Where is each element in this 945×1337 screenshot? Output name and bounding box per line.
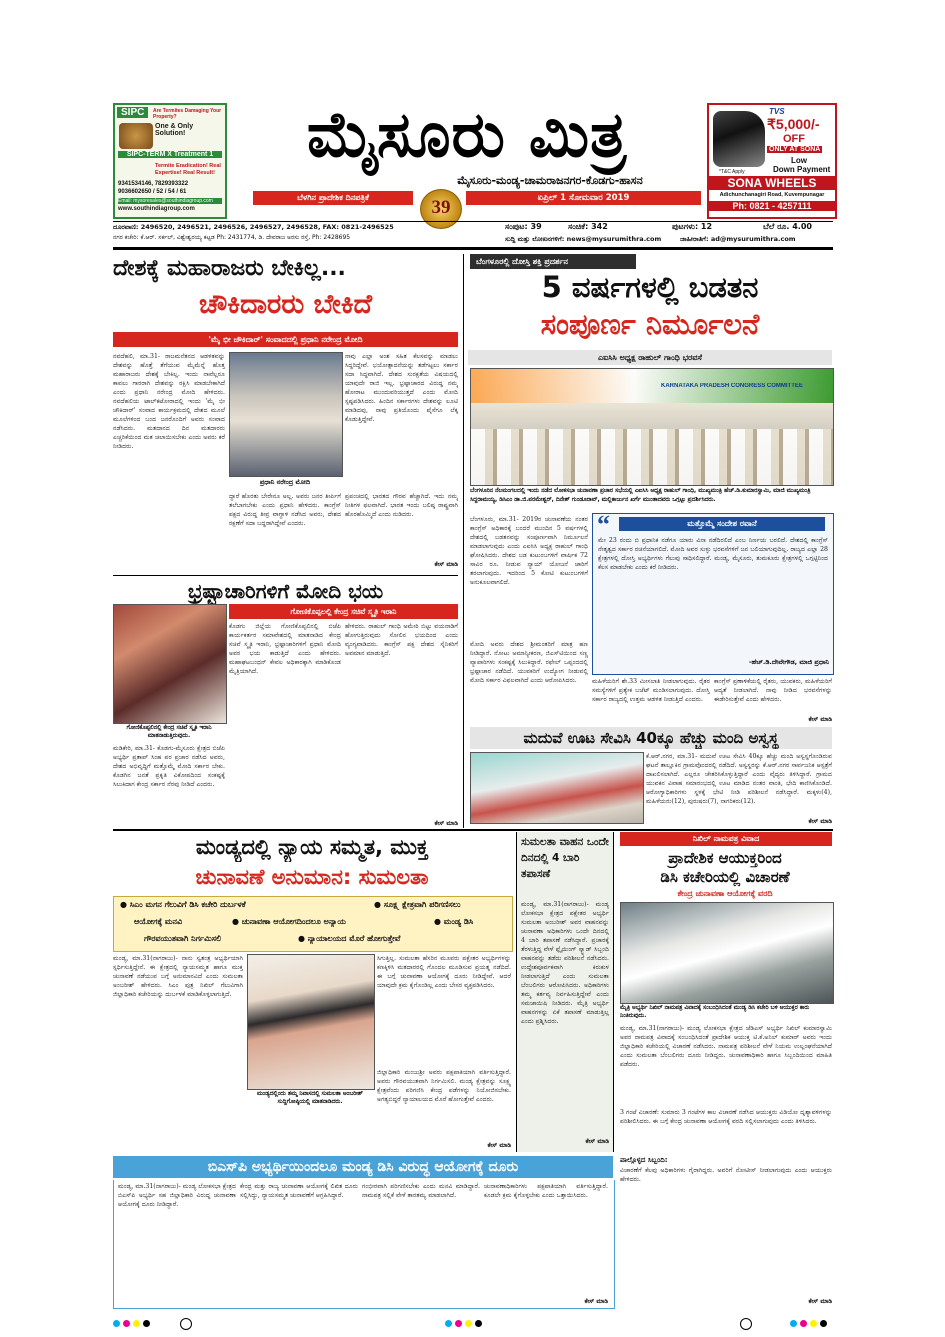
nikhil-photo bbox=[620, 902, 834, 1004]
issue-date: ಏಪ್ರಿಲ್ 1 ಸೋಮವಾರ 2019 bbox=[466, 191, 701, 205]
dealer-phone: Ph: 0821 - 4257111 bbox=[709, 201, 835, 211]
modi-body-col2: ನಾವು ಎಲ್ಲಾ ಅಂಶ ಸಹಿತ ಕೆಲಸವನ್ನು ಮಾಡಲು ಸಿದ್ಧರಿದ್ದೇವೆ. ಭಯೋತ್ಪಾದನೆಯನ್ನು ತಡೆಗಟ್ಟಲು ಸರ್ಕಾರ ಸದಾ ಸಿದ್ಧವಾಗಿದೆ. ದೇಶದ ಸುರಕ್ಷತೆಯ ವಿಷಯದಲ್ಲಿ ಯಾವುದೇ ರಾಜಿ ಇಲ್ಲ. ಭ್ರಷ್ಟಾಚಾರದ ವಿರುದ್ಧ ನಮ್ಮ ಹೋರಾಟ ಮುಂದುವರಿಯುತ್ತದೆ ಎಂದು ಮೋದಿ ಸ್ಪಷ್ಟಪಡಿಸಿದರು. ಹಿಂದಿನ ಸರ್ಕಾರಗಳು ದೇಶವನ್ನು ಲೂಟಿ ಮಾಡಿದವು, ನಾವು ಪ್ರತಿಯೊಂದು ಪೈಸೆಗೂ ಲೆಕ್ಕ ಕೊಡುತ್ತಿದ್ದೇವೆ. bbox=[345, 353, 458, 423]
hospital-photo bbox=[470, 752, 644, 824]
ad-line: Termite Eradication! Real Expertise! Real Result! bbox=[155, 163, 221, 176]
congress-headline-1: 5 ವರ್ಷಗಳಲ್ಲಿ ಬಡತನ bbox=[541, 270, 759, 304]
offer-low: Low bbox=[791, 156, 807, 165]
smriti-headline: ಭ್ರಷ್ಟಾಚಾರಿಗಳಿಗೆ ಮೋದಿ ಭಯ bbox=[187, 579, 384, 603]
nikhil-headline-2: ಡಿಸಿ ಕಚೇರಿಯಲ್ಲಿ ವಿಚಾರಣೆ bbox=[660, 868, 790, 886]
modi-body-col2b: ದ್ದಾರೆ ಹೊರತು ಬೇರೇನೂ ಅಲ್ಲ. ಅವರು ಜನರ ತೀರ್ಪಿಗೆ ತಲೆಬಾಗಬೇಕು ಎಂದು ಪ್ರಧಾನಿ ಹೇಳಿದರು. ಕಾಂಗ್ರೆಸ್ ಪಕ್ಷದ ವಿರುದ್ಧ ತೀವ್ರ ವಾಗ್ದಾಳಿ ನಡೆಸಿದ ಅವರು, ದೇಶದ ರಕ್ಷಣೆಗೆ ಸದಾ ಬದ್ಧರಾಗಿದ್ದೇವೆ ಎಂದರು. bbox=[229, 493, 341, 527]
masthead-title: ಮೈಸೂರು ಮಿತ್ರ bbox=[306, 98, 628, 171]
smriti-body-col2: ಕೊಡಗು ಜಿಲ್ಲೆಯ ಗೋಣಿಕೊಪ್ಪಲಿನಲ್ಲಿ ಬಿಜೆಪಿ ಕಾರ್ಯಕರ್ತರ ಸಮಾವೇಶದಲ್ಲಿ ಮಾತನಾಡಿದ ಕೇಂದ್ರ ಸಚಿವೆ ಸ್ಮೃತಿ ಇರಾನಿ, ಭ್ರಷ್ಟಾಚಾರಿಗಳಿಗೆ ಪ್ರಧಾನಿ ಮೋದಿ ಅವರ ಭಯ ಕಾಡುತ್ತಿದೆ ಎಂದು ಹೇಳಿದರು. ಮಹಾಘಟಬಂಧನ್ ಕೇವಲ ಅಧಿಕಾರಕ್ಕಾಗಿ ಮಾಡಿಕೊಂಡ ಮೈತ್ರಿಯಾಗಿದೆ. bbox=[229, 623, 341, 675]
ad-phone: 9341534146, 7829393322 bbox=[118, 181, 189, 187]
offer-tc: *T&C Apply bbox=[719, 169, 745, 175]
dealer-address: Adichunchanagiri Road, Kuvempunagar bbox=[719, 192, 825, 198]
congress-body-col1: ಬೆಂಗಳೂರು, ಮಾ.31- 2019ರ ಚುನಾವಣೆಯ ನಂತರ ಕಾಂಗ್ರೆಸ್ ಅಧಿಕಾರಕ್ಕೆ ಬಂದರೆ ಮುಂದಿನ 5 ವರ್ಷಗಳಲ್ಲಿ ದೇಶದಲ್ಲಿ ಬಡತನವನ್ನು ಸಂಪೂರ್ಣವಾಗಿ ನಿರ್ಮೂಲನೆ ಮಾಡಲಾಗುವುದು ಎಂದು ಎಐಸಿಸಿ ಅಧ್ಯಕ್ಷ ರಾಹುಲ್ ಗಾಂಧಿ ಘೋಷಿಸಿದರು. ದೇಶದ ಬಡ ಕುಟುಂಬಗಳಿಗೆ ವಾರ್ಷಿಕ 72 ಸಾವಿರ ರೂ. ನೀಡುವ ನ್ಯಾಯ್ ಯೋಜನೆ ಜಾರಿಗೆ ತರಲಾಗುವುದು. ಇದರಿಂದ 5 ಕೋಟಿ ಕುಟುಂಬಗಳಿಗೆ ಅನುಕೂಲವಾಗಲಿದೆ. bbox=[470, 516, 588, 586]
ad-website: www.southindiagroup.com bbox=[118, 206, 195, 212]
fold-rule bbox=[113, 829, 833, 831]
masthead-tagline: ಬೆಳಗಿನ ಪ್ರಾದೇಶಿಕ ದಿನಪತ್ರಿಕೆ bbox=[253, 191, 413, 205]
issue-number: ಸಂಚಿಕೆ: 342 bbox=[568, 222, 608, 231]
congress-photo bbox=[470, 368, 834, 486]
modi-kicker: ದೇಶಕ್ಕೆ ಮಹಾರಾಜರು ಬೇಕಿಲ್ಲ... bbox=[113, 256, 346, 281]
offer-amount: ₹5,000/- bbox=[767, 116, 820, 132]
vehicle-box bbox=[516, 832, 614, 1152]
sumalatha-photo bbox=[247, 954, 375, 1090]
dealer-name: SONA WHEELS bbox=[709, 176, 835, 190]
bullet-item bbox=[134, 917, 230, 927]
sumalatha-headline-1: ಮಂಡ್ಯದಲ್ಲಿ ನ್ಯಾಯ ಸಮ್ಮತ, ಮುಕ್ತ bbox=[195, 835, 429, 859]
modi-body-col1: ನವದೆಹಲಿ, ಮಾ.31- ರಾಜಮನೆತನದ ಆಡಳಿತವನ್ನು ದೇಶವನ್ನು ಹೊತ್ತೆ ತೆಗೆಯುವ ಮೈಮೆನ್ನೆ ಹೊತ್ತ ಮಹಾರಾಜರು ದೇಶಕ್ಕೆ ಬೇಕಿಲ್ಲ. ಇಂದು ನಾವೆಲ್ಲರೂ ಕಾವಲು ಗಾರರಾಗಿ ದೇಶವನ್ನು ರಕ್ಷಿಸಿ ಮಾಡಬೇಕಾಗಿದೆ ಎಂದು ಪ್ರಧಾನಿ ನರೇಂದ್ರ ಮೋದಿ ಹೇಳಿದರು. ನವದೆಹಲಿಯ ಟಾಲ್‌ಕಟೋರಾದಲ್ಲಿ ಇಂದು 'ಮೈ ಭೀ ಚೌಕಿದಾರ್' ಸಂವಾದ ಕಾರ್ಯಕ್ರಮದಲ್ಲಿ ದೇಶದ ಮೂಲೆ ಮೂಲೆಗಳಿಂದ ಬಂದ ಜನರೊಂದಿಗೆ ಅವರು ಸಂವಾದ ನಡೆಸಿದರು. ಮತದಾನದ ದಿನ ಮತದಾರರು ಎಚ್ಚರಿಕೆಯಿಂದ ಮತ ಚಲಾಯಿಸಬೇಕು ಎಂದು ಅವರು ಕರೆ ನೀಡಿದರು. bbox=[113, 353, 225, 450]
color-marks-center bbox=[445, 1320, 482, 1327]
bsp-body-2: ಕೇಂದ್ರ ಮತ್ತು ರಾಜ್ಯ ಚುನಾವಣಾ ಆಯೋಗಕ್ಕೆ ಲಿಖಿತ ದೂರು ಸಲ್ಲಿಸಿದ್ದು, ನ್ಯಾಯಸಮ್ಮತ ಚುನಾವಣೆಗೆ ಆಗ್ರಹಿಸಿದ್ದಾರೆ. bbox=[240, 1183, 358, 1199]
sumalatha-bullets bbox=[113, 896, 513, 952]
bullet-text: ಸಿಎಂ ಮಗನ ಗೆಲುವಿಗೆ ಡಿಸಿ ಕಚೇರಿ ದುರ್ಬಳಕೆ bbox=[129, 900, 246, 909]
offer-off: OFF bbox=[783, 133, 805, 145]
bullet-text: ಗೌರವಯುತವಾಗಿ ನಿರ್ಗಮಿಸಲಿ bbox=[144, 934, 222, 943]
vehicle-body: ಮಂಡ್ಯ, ಮಾ.31(ನಾಗರಾಜು)- ಮಂಡ್ಯ ಲೋಕಸಭಾ ಕ್ಷೇತ್ರದ ಪಕ್ಷೇತರ ಅಭ್ಯರ್ಥಿ ಸುಮಲತಾ ಅಂಬರೀಶ್ ಅವರ ವಾಹನವನ್ನು ಚುನಾವಣಾ ಅಧಿಕಾರಿಗಳು ಒಂದೇ ದಿನದಲ್ಲಿ 4 ಬಾರಿ ತಪಾಸಣೆ ನಡೆಸಿದ್ದಾರೆ. ಪ್ರಚಾರಕ್ಕೆ ತೆರಳುತ್ತಿದ್ದ ವೇಳೆ ಫ್ಲೈಯಿಂಗ್ ಸ್ಕ್ವಾಡ್ ಸಿಬ್ಬಂದಿ ವಾಹನವನ್ನು ತಡೆದು ಪರಿಶೀಲನೆ ನಡೆಸಿದರು. ಉದ್ದೇಶಪೂರ್ವಕವಾಗಿ ಕಿರುಕುಳ ನೀಡಲಾಗುತ್ತಿದೆ ಎಂದು ಸುಮಲತಾ ಬೆಂಬಲಿಗರು ಆರೋಪಿಸಿದರು. ಅಧಿಕಾರಿಗಳು ತಮ್ಮ ಕರ್ತವ್ಯ ನಿರ್ವಹಿಸುತ್ತಿದ್ದೇವೆ ಎಂದು ಸಮಜಾಯಿಷಿ ನೀಡಿದರು. ಮೈತ್ರಿ ಅಭ್ಯರ್ಥಿ ವಾಹನಗಳನ್ನು ಏಕೆ ತಪಾಸಣೆ ಮಾಡುತ್ತಿಲ್ಲ ಎಂದು ಪ್ರಶ್ನಿಸಿದರು. bbox=[521, 901, 609, 1025]
quote-author: -ಹೆಚ್.ಡಿ.ದೇವೇಗೌಡ, ಮಾಜಿ ಪ್ರಧಾನಿ bbox=[748, 658, 829, 666]
sumalatha-byline: ಕೇಸ್ ಮಾಡಿ bbox=[487, 1142, 511, 1149]
congress-byline: ಕೇಸ್ ಮಾಡಿ bbox=[808, 716, 832, 723]
price: ಬೆಲೆ ರೂ. 4.00 bbox=[763, 222, 812, 231]
nikhil-subhead: ಪಾಲ್ಗೊಳ್ಳದ ಸಿಬ್ಬಂದಿ: bbox=[620, 1156, 668, 1164]
masthead-phones: ದೂರವಾಣಿ: 2496520, 2496521, 2496526, 2496527, 2496528, FAX: 0821-2496525 bbox=[113, 223, 394, 231]
food-headline: ಮದುವೆ ಊಟ ಸೇವಿಸಿ 40ಕ್ಕೂ ಹೆಚ್ಚು ಮಂದಿ ಅಸ್ವಸ್ಥ bbox=[470, 727, 832, 749]
page-count: ಪುಟಗಳು: 12 bbox=[672, 222, 713, 231]
offer-only: ONLY AT SONA bbox=[769, 146, 821, 153]
column-divider bbox=[463, 254, 464, 828]
nikhil-strap: ಕೇಂದ್ರ ಚುನಾವಣಾ ಆಯೋಗಕ್ಕೆ ವರದಿ bbox=[677, 889, 773, 898]
congress-body-col2: ಮಹಿಳೆಯರಿಗೆ ಶೇ.33 ಮೀಸಲಾತಿ ನೀಡಲಾಗುವುದು. ರೈತರ ಸಮಸ್ಯೆಗಳಿಗೆ ಪ್ರತ್ಯೇಕ ಬಜೆಟ್ ಮಂಡಿಸಲಾಗುವುದು. ದೋಸ್ತಿ ಸರ್ಕಾರ ರಾಜ್ಯದಲ್ಲಿ ಉತ್ತಮ ಆಡಳಿತ ನೀಡುತ್ತಿದೆ ಎಂದರು. bbox=[592, 678, 710, 703]
registration-mark bbox=[180, 1318, 192, 1330]
nikhil-body-1: ಮಂಡ್ಯ, ಮಾ.31(ನಾಗರಾಜು)- ಮಂಡ್ಯ ಲೋಕಸಭಾ ಕ್ಷೇತ್ರದ ಜೆಡಿಎಸ್ ಅಭ್ಯರ್ಥಿ ನಿಖಿಲ್ ಕುಮಾರಸ್ವಾಮಿ ಅವರ ನಾಮಪತ್ರ ವಿವಾದಕ್ಕೆ ಸಂಬಂಧಿಸಿದಂತೆ ಪ್ರಾದೇಶಿಕ ಆಯುಕ್ತ ಟಿ.ಕೆ.ಅನಿಲ್ ಕುಮಾರ್ ಅವರು ಇಂದು ಜಿಲ್ಲಾಧಿಕಾರಿ ಕಚೇರಿಯಲ್ಲಿ ವಿಚಾರಣೆ ನಡೆಸಿದರು. ನಾಮಪತ್ರ ಪರಿಶೀಲನೆ ವೇಳೆ ನಿಯಮ ಉಲ್ಲಂಘನೆಯಾಗಿದೆ ಎಂದು ಸುಮಲತಾ ಬೆಂಬಲಿಗರು ದೂರು ನೀಡಿದ್ದರು. ಚುನಾವಣಾಧಿಕಾರಿ ಹಾಗೂ ಸಿಬ್ಬಂದಿಯಿಂದ ಮಾಹಿತಿ ಪಡೆದರು. bbox=[620, 1025, 832, 1068]
section-rule bbox=[113, 575, 458, 576]
congress-caption: ಬೆಂಗಳೂರಿನ ನೆಲಮಂಗಲದಲ್ಲಿ ಇಂದು ನಡೆದ ಲೋಕಸಭಾ ಚುನಾವಣಾ ಪ್ರಚಾರ ಸಭೆಯಲ್ಲಿ ಎಐಸಿಸಿ ಅಧ್ಯಕ್ಷ ರಾಹುಲ್ ಗಾಂಧಿ, ಮುಖ್ಯಮಂತ್ರಿ ಹೆಚ್.ಡಿ.ಕುಮಾರಸ್ವಾಮಿ, ಮಾಜಿ ಮುಖ್ಯಮಂತ್ರಿ ಸಿದ್ದರಾಮಯ್ಯ, ಡಿಸಿಎಂ ಡಾ.ಜಿ.ಪರಮೇಶ್ವರ್, ದಿನೇಶ್ ಗುಂಡೂರಾವ್, ಮಲ್ಲಿಕಾರ್ಜುನ ಖರ್ಗೆ ಮುಂತಾದವರು ಒಗ್ಗಟ್ಟು ಪ್ರದರ್ಶಿಸಿದರು. bbox=[470, 488, 811, 503]
sumalatha-body-col3: ಜಿಲ್ಲಾಧಿಕಾರಿ ಮಂಜುಶ್ರೀ ಅವರು ಪಕ್ಷಪಾತಿಯಾಗಿ ವರ್ತಿಸುತ್ತಿದ್ದಾರೆ. ಅವರು ಗೌರವಯುತವಾಗಿ ನಿರ್ಗಮಿಸಲಿ. ಮಂಡ್ಯ ಕ್ಷೇತ್ರವನ್ನು ಸೂಕ್ಷ್ಮ ಕ್ಷೇತ್ರವೆಂದು ಪರಿಗಣಿಸಿ ಕೇಂದ್ರ ಪಡೆಗಳನ್ನು ನಿಯೋಜಿಸಬೇಕು. ಅಗತ್ಯಬಿದ್ದರೆ ನ್ಯಾಯಾಲಯದ ಮೊರೆ ಹೋಗುತ್ತೇವೆ ಎಂದರು. bbox=[377, 1069, 511, 1103]
vehicle-headline: ಸುಮಲತಾ ವಾಹನ ಒಂದೇ ದಿನದಲ್ಲಿ 4 ಬಾರಿ ತಪಾಸಣೆ bbox=[521, 836, 609, 880]
anniversary-number: 39 bbox=[431, 197, 451, 218]
ad-line: SIPC-TERM X Treatment 1 bbox=[118, 151, 222, 158]
ad-line: One & Only Solution! bbox=[155, 123, 194, 137]
bsp-body-3: ಗಂಭೀರವಾಗಿ ಪರಿಗಣಿಸಬೇಕು ಎಂದು ಮನವಿ ಮಾಡಿದ್ದಾರೆ. ನಾಮಪತ್ರ ಸಲ್ಲಿಕೆ ವೇಳೆ ತಾರತಮ್ಯ ಮಾಡಲಾಗಿದೆ. bbox=[362, 1183, 480, 1199]
bullet-item: ● ಚುನಾವಣಾ ಆಯೋಗದಿಂದಲೂ ಅನ್ಯಾಯ bbox=[232, 917, 346, 926]
bullet-item: ● ಮಂಡ್ಯ ಡಿಸಿ bbox=[434, 917, 474, 926]
nikhil-caption: ಮೈತ್ರಿ ಅಭ್ಯರ್ಥಿ ನಿಖಿಲ್ ನಾಮಪತ್ರ ವಿವಾದಕ್ಕೆ ಸಂಬಂಧಿಸಿದಂತೆ ಮಂಡ್ಯ ಡಿಸಿ ಕಚೇರಿ ಬಳಿ ಆಯುಕ್ತರ ಕಾರು ನಿಂತಿರುವುದು. bbox=[620, 1005, 810, 1019]
smriti-photo bbox=[113, 604, 227, 724]
smriti-strap: ಗೋಣಿಕೊಪ್ಪಲಲ್ಲಿ ಕೇಂದ್ರ ಸಚಿವೆ ಸ್ಮೃತಿ ಇರಾನಿ bbox=[229, 604, 458, 619]
bullet-item: ● ನ್ಯಾಯಾಲಯದ ಮೊರೆ ಹೋಗುತ್ತೇವೆ bbox=[298, 934, 401, 943]
bullet-text: ಸೂಕ್ಷ್ಮ ಕ್ಷೇತ್ರವಾಗಿ ಪರಿಗಣಿಸಲು bbox=[383, 900, 461, 909]
bullet-text: ಮಂಡ್ಯ ಡಿಸಿ bbox=[443, 917, 474, 926]
sumalatha-body-col1: ಮಂಡ್ಯ, ಮಾ.31(ನಾಗರಾಜು)- ನಾನು ಸ್ವತಂತ್ರ ಅಭ್ಯರ್ಥಿಯಾಗಿ ಸ್ಪರ್ಧಿಸುತ್ತಿದ್ದೇನೆ. ಈ ಕ್ಷೇತ್ರದಲ್ಲಿ ನ್ಯಾಯಸಮ್ಮತ ಹಾಗೂ ಮುಕ್ತ ಚುನಾವಣೆ ನಡೆಯುವ ಬಗ್ಗೆ ಅನುಮಾನವಿದೆ ಎಂದು ಸುಮಲತಾ ಅಂಬರೀಶ್ ಹೇಳಿದರು. ಸಿಎಂ ಪುತ್ರ ನಿಖಿಲ್ ಗೆಲುವಿಗಾಗಿ ಜಿಲ್ಲಾಧಿಕಾರಿ ಕಚೇರಿಯನ್ನು ದುರ್ಬಳಕೆ ಮಾಡಿಕೊಳ್ಳಲಾಗುತ್ತಿದೆ. bbox=[113, 955, 243, 998]
color-marks-left bbox=[113, 1320, 150, 1327]
left-advertisement[interactable] bbox=[113, 103, 227, 219]
modi-headline: ಚೌಕಿದಾರರು ಬೇಕಿದೆ bbox=[198, 289, 373, 320]
congress-kicker: ಬೆಂಗಳೂರಲ್ಲಿ ದೋಸ್ತಿ ಶಕ್ತಿ ಪ್ರದರ್ಶನ bbox=[470, 254, 636, 269]
masthead-bottom-rule bbox=[113, 247, 833, 250]
smriti-byline: ಕೇಸ್ ಮಾಡಿ bbox=[434, 820, 458, 827]
crowd-shape bbox=[471, 429, 833, 485]
congress-strap: ಎಐಸಿಸಿ ಅಧ್ಯಕ್ಷ ರಾಹುಲ್ ಗಾಂಧಿ ಭರವಸೆ bbox=[468, 350, 832, 365]
bullet-text: ಆಯೋಗಕ್ಕೆ ಮನವಿ bbox=[134, 917, 183, 926]
food-body: ಕೆ.ಆರ್.ನಗರ, ಮಾ.31- ಮದುವೆ ಊಟ ಸೇವಿಸಿ 40ಕ್ಕೂ ಹೆಚ್ಚು ಮಂದಿ ಅಸ್ವಸ್ಥಗೊಂಡಿರುವ ಘಟನೆ ತಾಲ್ಲೂಕಿನ ಗ್ರಾಮವೊಂದರಲ್ಲಿ ನಡೆದಿದೆ. ಅಸ್ವಸ್ಥರನ್ನು ಕೆ.ಆರ್.ನಗರ ಸಾರ್ವಜನಿಕ ಆಸ್ಪತ್ರೆಗೆ ದಾಖಲಿಸಲಾಗಿದೆ. ಎಲ್ಲರೂ ಚೇತರಿಸಿಕೊಳ್ಳುತ್ತಿದ್ದಾರೆ ಎಂದು ವೈದ್ಯರು ತಿಳಿಸಿದ್ದಾರೆ. ಗ್ರಾಮದ ಯುವಕನ ವಿವಾಹ ಸಮಾರಂಭದಲ್ಲಿ ಊಟ ಮಾಡಿದ ನಂತರ ವಾಂತಿ, ಭೇದಿ ಕಾಣಿಸಿಕೊಂಡಿದೆ. ಆರೋಗ್ಯಾಧಿಕಾರಿಗಳು ಸ್ಥಳಕ್ಕೆ ಭೇಟಿ ನೀಡಿ ಪರಿಶೀಲನೆ ನಡೆಸಿದ್ದಾರೆ. ಮಕ್ಕಳು(4), ಮಹಿಳೆಯರು(12), ಪುರುಷರು(7), ನಾಗರಿಕರು(12). bbox=[646, 753, 832, 805]
food-byline: ಕೇಸ್ ಮಾಡಿ bbox=[808, 818, 832, 825]
modi-photo bbox=[229, 352, 343, 477]
ad-email: Email: mysoresales@southindiagroup.com bbox=[118, 198, 222, 204]
congress-banner: KARNATAKA PRADESH CONGRESS COMMITTEE bbox=[661, 383, 803, 389]
registration-mark bbox=[740, 1318, 752, 1330]
masthead-subtitle: ಮೈಸೂರು-ಮಂಡ್ಯ-ಚಾಮರಾಜನಗರ-ಕೊಡಗು-ಹಾಸನ bbox=[457, 174, 643, 187]
nikhil-body-3: ವಿಚಾರಣೆಗೆ ಕೆಲವು ಅಧಿಕಾರಿಗಳು ಗೈರಾಗಿದ್ದರು. ಅವರಿಗೆ ನೋಟೀಸ್ ನೀಡಲಾಗುವುದು ಎಂದು ಆಯುಕ್ತರು ಹೇಳಿದರು. bbox=[620, 1167, 832, 1183]
modi-body-col3: ಪ್ರಪಂಚದಲ್ಲಿ ಭಾರತದ ಗೌರವ ಹೆಚ್ಚಾಗಿದೆ. ಇದು ನಮ್ಮ ನೀತಿಗಳ ಫಲವಾಗಿದೆ. ಭಾರತ ಇಂದು ಬಲಿಷ್ಠ ರಾಷ್ಟ್ರವಾಗಿ ಹೊರಹೊಮ್ಮಿದೆ ಎಂದು ನುಡಿದರು. bbox=[345, 493, 458, 518]
offer-down: Down Payment bbox=[773, 165, 831, 174]
quote-mark-icon: “ bbox=[597, 510, 610, 539]
sumalatha-headline-2: ಚುನಾವಣೆ ಅನುಮಾನ: ಸುಮಲತಾ bbox=[195, 865, 429, 889]
bullet-text: ಚುನಾವಣಾ ಆಯೋಗದಿಂದಲೂ ಅನ್ಯಾಯ bbox=[241, 917, 346, 926]
quote-title: ಮತ್ತೊಮ್ಮೆ ಸಂದೇಶ ರವಾನೆ bbox=[619, 517, 825, 531]
color-marks-right bbox=[790, 1320, 827, 1327]
sumalatha-body-col2: ಸಿಗುತ್ತಿಲ್ಲ. ಸುಮಲತಾ ಹೆಸರಿನ ಮೂವರು ಪಕ್ಷೇತರ ಅಭ್ಯರ್ಥಿಗಳನ್ನು ಕಣಕ್ಕಿಳಿಸಿ ಮತದಾರರಲ್ಲಿ ಗೊಂದಲ ಮೂಡಿಸುವ ಪ್ರಯತ್ನ ನಡೆದಿದೆ. ಈ ಬಗ್ಗೆ ಚುನಾವಣಾ ಆಯೋಗಕ್ಕೆ ದೂರು ನೀಡಿದ್ದೇವೆ. ಆದರೆ ಯಾವುದೇ ಕ್ರಮ ಕೈಗೊಂಡಿಲ್ಲ ಎಂದು ಬೇಸರ ವ್ಯಕ್ತಪಡಿಸಿದರು. bbox=[377, 955, 511, 989]
bullet-item: ● ಸೂಕ್ಷ್ಮ ಕ್ಷೇತ್ರವಾಗಿ ಪರಿಗಣಿಸಲು bbox=[374, 900, 461, 909]
masthead-divider bbox=[113, 221, 833, 222]
congress-body-col3: ಕಾಂಗ್ರೆಸ್ ಪ್ರಣಾಳಿಕೆಯಲ್ಲಿ ರೈತರು, ಯುವಕರು, ಮಹಿಳೆಯರಿಗೆ ಆದ್ಯತೆ ನೀಡಲಾಗಿದೆ. ನಾವು ನೀಡಿದ ಭರವಸೆಗಳನ್ನು ಈಡೇರಿಸುತ್ತೇವೆ ಎಂದು ಹೇಳಿದರು. bbox=[714, 678, 832, 703]
nikhil-headline-1: ಪ್ರಾದೇಶಿಕ ಆಯುಕ್ತರಿಂದ bbox=[668, 849, 782, 867]
modi-strap: 'ಮೈ ಭೀ ಚೌಕಿದಾರ್' ಸಂವಾದದಲ್ಲಿ ಪ್ರಧಾನಿ ನರೇಂದ್ರ ಮೋದಿ bbox=[113, 332, 458, 347]
modi-byline: ಕೇಸ್ ಮಾಡಿ bbox=[434, 561, 458, 568]
sumalatha-caption: ಮಂಡ್ಯದಲ್ಲಿಂದು ತಮ್ಮ ನಿವಾಸದಲ್ಲಿ ಸುಮಲತಾ ಅಂಬರೀಶ್ ಸುದ್ದಿಗೋಷ್ಠಿಯಲ್ಲಿ ಮಾತನಾಡಿದರು. bbox=[257, 1091, 363, 1105]
motorcycle-image bbox=[713, 111, 765, 167]
bullet-item bbox=[144, 934, 294, 944]
congress-body-col1b: ಮೋದಿ ಅವರು ದೇಶದ ಶ್ರೀಮಂತರಿಗೆ ಮಾತ್ರ ಹಣ ನೀಡಿದ್ದಾರೆ. ನೋಟು ಅಮಾನ್ಯೀಕರಣ, ಜಿಎಸ್‌ಟಿಯಿಂದ ಸಣ್ಣ ವ್ಯಾಪಾರಿಗಳು ಸಂಕಷ್ಟಕ್ಕೆ ಸಿಲುಕಿದ್ದಾರೆ. ರಫೇಲ್ ಒಪ್ಪಂದದಲ್ಲಿ ಭ್ರಷ್ಟಾಚಾರ ನಡೆದಿದೆ. ಯುವಕರಿಗೆ ಉದ್ಯೋಗ ನೀಡುವಲ್ಲಿ ಮೋದಿ ಸರ್ಕಾರ ವಿಫಲವಾಗಿದೆ ಎಂದು ಆರೋಪಿಸಿದರು. bbox=[470, 641, 588, 684]
ad-phone: 9036602650 / 52 / 54 / 61 bbox=[118, 189, 187, 195]
bsp-byline: ಕೇಸ್ ಮಾಡಿ bbox=[584, 1298, 608, 1305]
bullet-item: ● ಸಿಎಂ ಮಗನ ಗೆಲುವಿಗೆ ಡಿಸಿ ಕಚೇರಿ ದುರ್ಬಳಕೆ bbox=[120, 900, 246, 909]
quote-box bbox=[592, 510, 834, 675]
nikhil-kicker: ನಿಖಿಲ್ ನಾಮಪತ್ರ ವಿವಾದ bbox=[620, 832, 832, 846]
sipc-brand: SIPC bbox=[117, 107, 148, 118]
tvs-logo: TVS bbox=[769, 107, 785, 116]
modi-caption: ಪ್ರಧಾನಿ ನರೇಂದ್ರ ಮೋದಿ bbox=[259, 478, 311, 486]
termite-image bbox=[119, 123, 153, 149]
ad-email[interactable]: ಜಾಹೀರಾತಿಗೆ: ad@mysurumithra.com bbox=[680, 235, 796, 243]
bsp-body-4: ಚುನಾವಣಾಧಿಕಾರಿಗಳು ಪಕ್ಷಪಾತಿಯಾಗಿ ವರ್ತಿಸುತ್ತಿದ್ದಾರೆ. ಕೂಡಲೇ ಕ್ರಮ ಕೈಗೊಳ್ಳಬೇಕು ಎಂದು ಒತ್ತಾಯಿಸಿದರು. bbox=[484, 1183, 608, 1199]
nikhil-body-2: 3 ಗಂಟೆ ವಿಚಾರಣೆ: ಸುಮಾರು 3 ಗಂಟೆಗಳ ಕಾಲ ವಿಚಾರಣೆ ನಡೆಸಿದ ಆಯುಕ್ತರು ವಿಡಿಯೋ ದೃಶ್ಯಾವಳಿಗಳನ್ನು ಪರಿಶೀಲಿಸಿದರು. ಈ ಬಗ್ಗೆ ಕೇಂದ್ರ ಚುನಾವಣಾ ಆಯೋಗಕ್ಕೆ ವರದಿ ಸಲ್ಲಿಸಲಾಗುವುದು ಎಂದು ತಿಳಿಸಿದರು. bbox=[620, 1109, 832, 1125]
congress-headline-2: ಸಂಪೂರ್ಣ ನಿರ್ಮೂಲನೆ bbox=[540, 307, 760, 341]
vehicle-byline: ಕೇಸ್ ಮಾಡಿ bbox=[585, 1138, 609, 1145]
quote-text: ಮೇ 23 ರಂದು ಬಿ ಪ್ರಧಾನಿಕ ನಡೆಗೂ ಯಾರು ವಿನಾ ನಡೆದಿರಲಿದೆ ಎಂಬ ನಿರ್ಣಯ ಬರಲಿದೆ. ದೇಶದಲ್ಲಿ ಕಾಂಗ್ರೆಸ್ ನೇತೃತ್ವದ ಸರ್ಕಾರ ರಚನೆಯಾಗಲಿದೆ. ಮೋದಿ ಅವರ ಸುಳ್ಳು ಭರವಸೆಗಳಿಗೆ ಜನ ಬಲಿಯಾಗುವುದಿಲ್ಲ. ರಾಜ್ಯದ ಎಲ್ಲಾ 28 ಕ್ಷೇತ್ರಗಳಲ್ಲಿ ದೋಸ್ತಿ ಅಭ್ಯರ್ಥಿಗಳು ಗೆಲುವು ಸಾಧಿಸಲಿದ್ದಾರೆ. ಮಂಡ್ಯ, ಮೈಸೂರು, ತುಮಕೂರು ಕ್ಷೇತ್ರಗಳಲ್ಲಿ ಒಗ್ಗಟ್ಟಿನಿಂದ ಕೆಲಸ ಮಾಡಬೇಕು ಎಂದು ಕರೆ ನೀಡಿದರು. bbox=[598, 537, 828, 571]
masthead-address: ನಗರ ಕಚೇರಿ: ಕೆ.ಆರ್. ಸರ್ಕಲ್, ವಿಶ್ವೇಶ್ವರಯ್ಯ ಕಟ್ಟಡ Ph: 2431774, ಡಿ. ದೇವರಾಜ ಅರಸು ರಸ್ತೆ, Ph: 2428695 bbox=[113, 234, 351, 241]
nikhil-byline: ಕೇಸ್ ಮಾಡಿ bbox=[808, 1298, 832, 1305]
bsp-body-1: ಮಂಡ್ಯ, ಮಾ.31(ನಾಗರಾಜು)- ಮಂಡ್ಯ ಲೋಕಸಭಾ ಕ್ಷೇತ್ರದ ಬಿಎಸ್‌ಪಿ ಅಭ್ಯರ್ಥಿ ಸಹ ಜಿಲ್ಲಾಧಿಕಾರಿ ವಿರುದ್ಧ ಚುನಾವಣಾ ಆಯೋಗಕ್ಕೆ ದೂರು ನೀಡಿದ್ದಾರೆ. bbox=[118, 1183, 236, 1208]
smriti-body-col3: ಹೇಳಿದರು. ರಾಹುಲ್ ಗಾಂಧಿ ಅಮೇಠಿ ಬಿಟ್ಟು ವಯನಾಡಿಗೆ ಹೋಗುತ್ತಿರುವುದು ಸೋಲಿನ ಭಯದಿಂದ ಎಂದು ವ್ಯಂಗ್ಯವಾಡಿದರು. ಕಾಂಗ್ರೆಸ್ ಪಕ್ಷ ದೇಶದ ಸೈನಿಕರಿಗೆ ಅವಮಾನ ಮಾಡುತ್ತಿದೆ. bbox=[345, 623, 458, 657]
ad-line: Are Termites Damaging Your Property? bbox=[153, 108, 222, 120]
volume-number: ಸಂಪುಟ: 39 bbox=[505, 222, 542, 231]
bsp-headline: ಬಿಎಸ್‌ಪಿ ಅಭ್ಯರ್ಥಿಯಿಂದಲೂ ಮಂಡ್ಯ ಡಿಸಿ ವಿರುದ್ಧ ಆಯೋಗಕ್ಕೆ ದೂರು bbox=[113, 1156, 613, 1178]
right-advertisement[interactable] bbox=[707, 103, 837, 219]
news-email[interactable]: ಸುದ್ದಿ ಮತ್ತು ಲೋಖನಗಳಿಗೆ: news@mysurumithra.com bbox=[505, 235, 662, 243]
bullet-text: ನ್ಯಾಯಾಲಯದ ಮೊರೆ ಹೋಗುತ್ತೇವೆ bbox=[307, 934, 401, 943]
smriti-caption: ಗೋಣಿಕೊಪ್ಪಲಿನಲ್ಲಿ ಕೇಂದ್ರ ಸಚಿವೆ ಸ್ಮೃತಿ ಇರಾನಿ ಮಾತನಾಡುತ್ತಿರುವುದು. bbox=[126, 725, 212, 739]
smriti-body-col1: ಮಡಿಕೇರಿ, ಮಾ.31- ಕೊಡಗು-ಮೈಸೂರು ಕ್ಷೇತ್ರದ ಬಿಜೆಪಿ ಅಭ್ಯರ್ಥಿ ಪ್ರತಾಪ್ ಸಿಂಹ ಪರ ಪ್ರಚಾರ ನಡೆಸಿದ ಅವರು, ದೇಶದ ಅಭಿವೃದ್ಧಿಗೆ ಮತ್ತೊಮ್ಮೆ ಮೋದಿ ಸರ್ಕಾರ ಬೇಕು. ಕೊಡಗಿನ ಜನತೆ ಪ್ರಕೃತಿ ವಿಕೋಪದಿಂದ ಸಂಕಷ್ಟಕ್ಕೆ ಸಿಲುಕಿದಾಗ ಕೇಂದ್ರ ಸರ್ಕಾರ ನೆರವು ನೀಡಿದೆ ಎಂದರು. bbox=[113, 745, 225, 788]
